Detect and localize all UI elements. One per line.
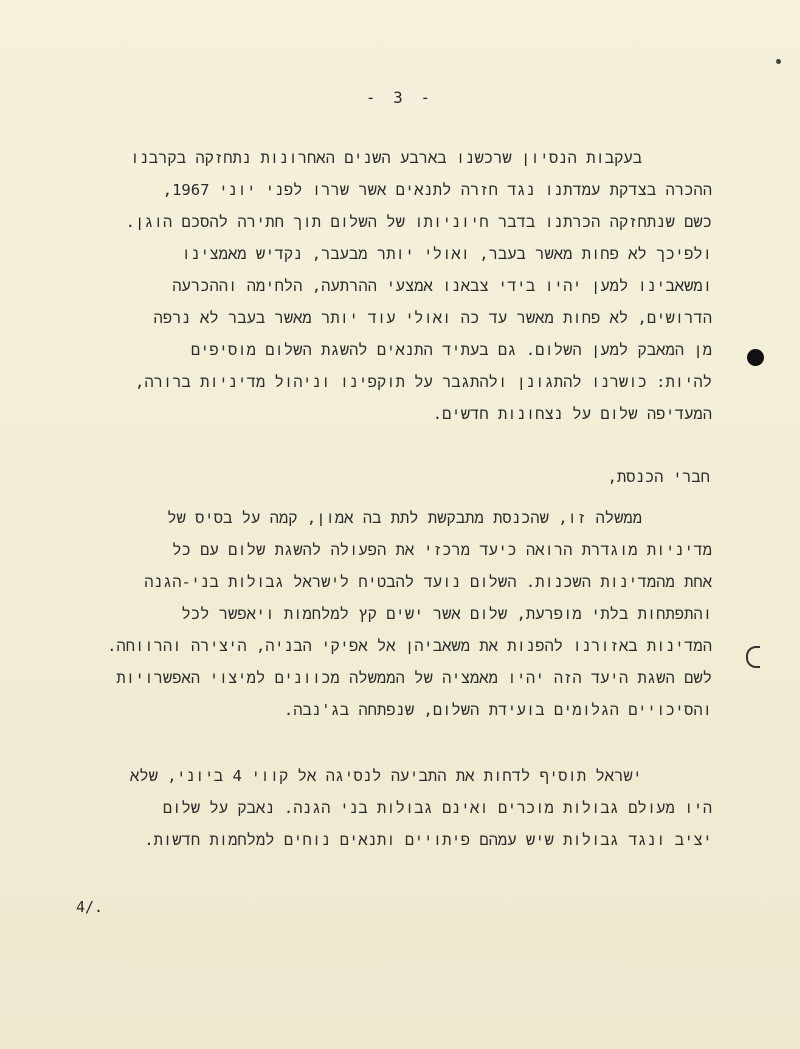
text-line: מדיניות מוגדרת הרואה כיעד מרכזי את הפעולה להשגת שלום עם כל — [172, 541, 712, 559]
page-number: - 3 - — [365, 88, 435, 107]
text-line: היו מעולם גבולות מוכרים ואינם גבולות בני הגנה. נאבק על שלום — [162, 799, 712, 817]
paragraph-1 — [72, 142, 712, 430]
text-line: להיות: כושרנו להתגונן ולהתגבר על תוקפינו וניהול מדיניות ברורה, — [135, 373, 712, 391]
salutation: חברי הכנסת, — [607, 468, 710, 486]
text-line: ישראל תוסיף לדחות את התביעה לנסיגה אל קווי 4 ביוני, שלא — [130, 767, 642, 785]
text-line: מן המאבק למען השלום. גם בעתיד התנאים להשגת השלום מוסיפים — [190, 341, 712, 359]
paragraph-3 — [72, 760, 712, 856]
text-line: ולפיכך לא פחות מאשר בעבר, ואולי יותר מבעבר, נקדיש מאמצינו — [181, 245, 712, 263]
continuation-marker: 4/. — [76, 898, 104, 916]
text-line: כשם שנתחזקה הכרתנו בדבר חיוניותו של השלום תוך חתירה להסכם הוגן. — [125, 213, 712, 231]
text-line: יציב ונגד גבולות שיש עמהם פיתויים ותנאים נוחים למלחמות חדשות. — [144, 831, 712, 849]
text-line: והתפתחות בלתי מופרעת, שלום אשר ישים קץ למלחמות ויאפשר לכל — [181, 605, 712, 623]
text-line: הדרושים, לא פחות מאשר עד כה ואולי עוד יותר מאשר בעבר לא נרפה — [153, 309, 712, 327]
paragraph-2 — [72, 502, 712, 726]
text-line: המדינות באזורנו להפנות את משאביהן אל אפיקי הבניה, היצירה והרווחה. — [107, 637, 712, 655]
text-line: המעדיפה שלום על נצחונות חדשים. — [432, 405, 712, 423]
text-line: ממשלה זו, שהכנסת מתבקשת לתת בה אמון, קמה על בסיס של — [167, 509, 642, 527]
clip-mark — [746, 646, 760, 668]
text-line: ומשאבינו למען יהיו בידי צבאנו אמצעי ההרתעה, הלחימה וההכרעה — [172, 277, 712, 295]
text-line: ההכרה בצדקת עמדתנו נגד חזרה לתנאים אשר שררו לפני יוני 1967, — [162, 181, 712, 199]
text-line: לשם השגת היעד הזה יהיו מאמציה של הממשלה מכוונים למיצוי האפשרויות — [116, 669, 712, 687]
text-line: אחת מהמדינות השכנות. השלום נועד להבטיח לישראל גבולות בני-הגנה — [144, 573, 712, 591]
corner-mark — [776, 59, 781, 64]
text-line: בעקבות הנסיון שרכשנו בארבע השנים האחרונות נתחזקה בקרבנו — [130, 149, 642, 167]
text-line: והסיכויים הגלומים בועידת השלום, שנפתחה בג'נבה. — [283, 701, 712, 719]
punch-hole — [747, 349, 764, 366]
